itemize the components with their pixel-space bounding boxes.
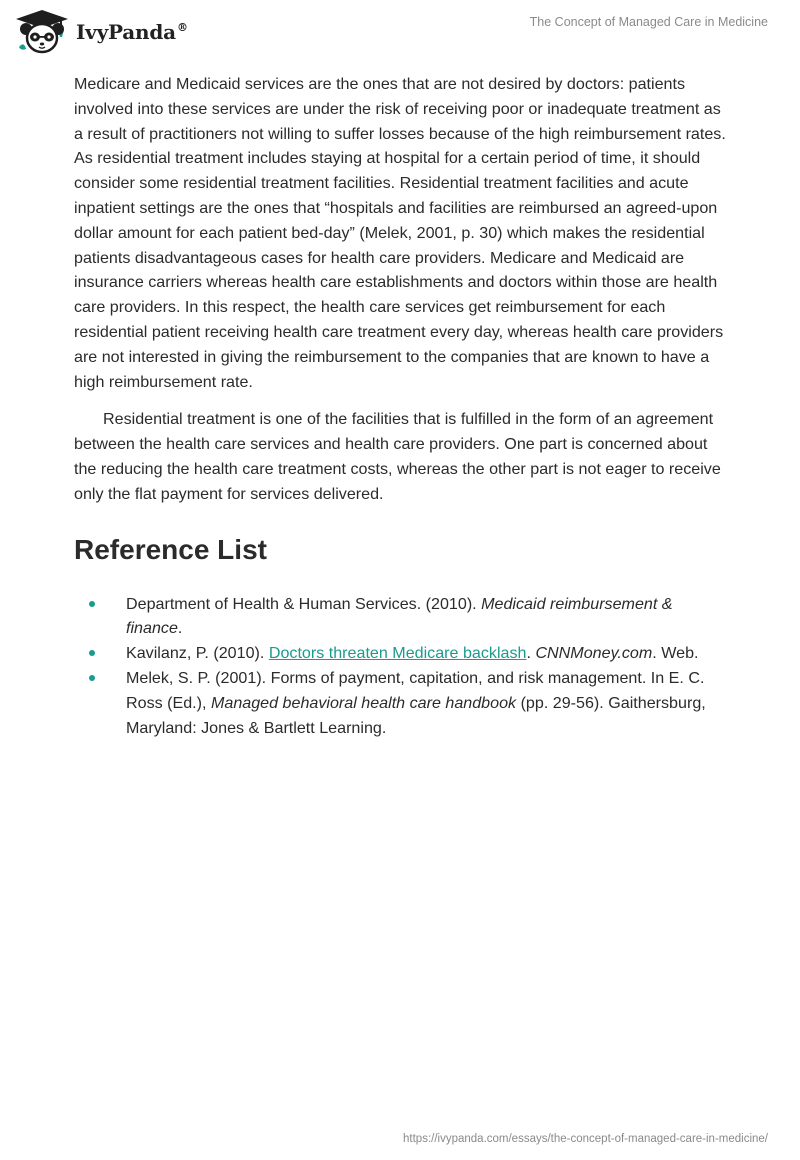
reference-title: CNNMoney.com	[535, 644, 653, 663]
reference-text: . Web.	[652, 644, 699, 663]
reference-text: (pp. 29-56). Gaithersburg, Maryland: Jones & Bartlett Learning.	[126, 693, 706, 737]
panda-graduate-icon	[14, 9, 70, 55]
reference-text: Melek, S. P. (2001). Forms of payment, capitation, and risk management. In E. C. Ross (Ed.),	[126, 668, 705, 712]
reference-text: .	[526, 644, 536, 663]
reference-text: .	[177, 619, 183, 638]
body-paragraph: Medicare and Medicaid services are the ones that are not desired by doctors: patients involved into these services are under the risk of receiving poor or inadequate treatment as a result of practitioners not willing to suffer losses because of the high reimbursement rates. As residential treatment includes staying at hospital for a certain period of time, it should consider some residential treatment facilities. Residential treatment facilities and acute inpatient settings are the ones that “hospitals and facilities are reimbursed an agreed-upon dollar amount for each patient bed-day” (Melek, 2001, p. 30) which makes the residential patients disadvantageous cases for health care providers. Medicare and Medicaid are insurance carriers whereas health care establishments and doctors within those are health care providers. In this respect, the health care services get reimbursement for each residential patient receiving health care treatment every day, whereas health care providers are not interested in giving the reimbursement to the companies that are known to have a high reimbursement rate.	[74, 75, 726, 391]
logo-wordmark: IvyPanda®	[76, 20, 188, 44]
reference-list-heading: Reference List	[74, 533, 267, 565]
document-title: The Concept of Managed Care in Medicine	[529, 15, 768, 29]
bullet-icon	[89, 601, 95, 607]
reference-text: Kavilanz, P. (2010).	[126, 644, 269, 663]
reference-item	[74, 641, 726, 666]
reference-list	[74, 592, 726, 741]
reference-text: Department of Health & Human Services. (2010).	[126, 594, 482, 613]
reference-title: Managed behavioral health care handbook	[210, 693, 517, 712]
reference-title: Medicaid reimbursement & finance	[126, 594, 673, 638]
essay-body	[74, 72, 726, 740]
reference-link[interactable]: Doctors threaten Medicare backlash	[268, 644, 527, 663]
bullet-icon	[89, 675, 95, 681]
reference-item	[74, 592, 726, 642]
ivypanda-logo[interactable]	[14, 9, 188, 55]
footer-url: https://ivypanda.com/essays/the-concept-of-managed-care-in-medicine/	[403, 1133, 768, 1145]
page-header	[0, 0, 800, 64]
body-paragraph: Residential treatment is one of the facilities that is fulfilled in the form of an agreement between the health care services and health care providers. One part is concerned about the reducing the health care treatment costs, whereas the other part is not eager to receive only the flat payment for services delivered.	[74, 410, 721, 503]
reference-item	[74, 666, 726, 740]
bullet-icon	[89, 650, 95, 656]
